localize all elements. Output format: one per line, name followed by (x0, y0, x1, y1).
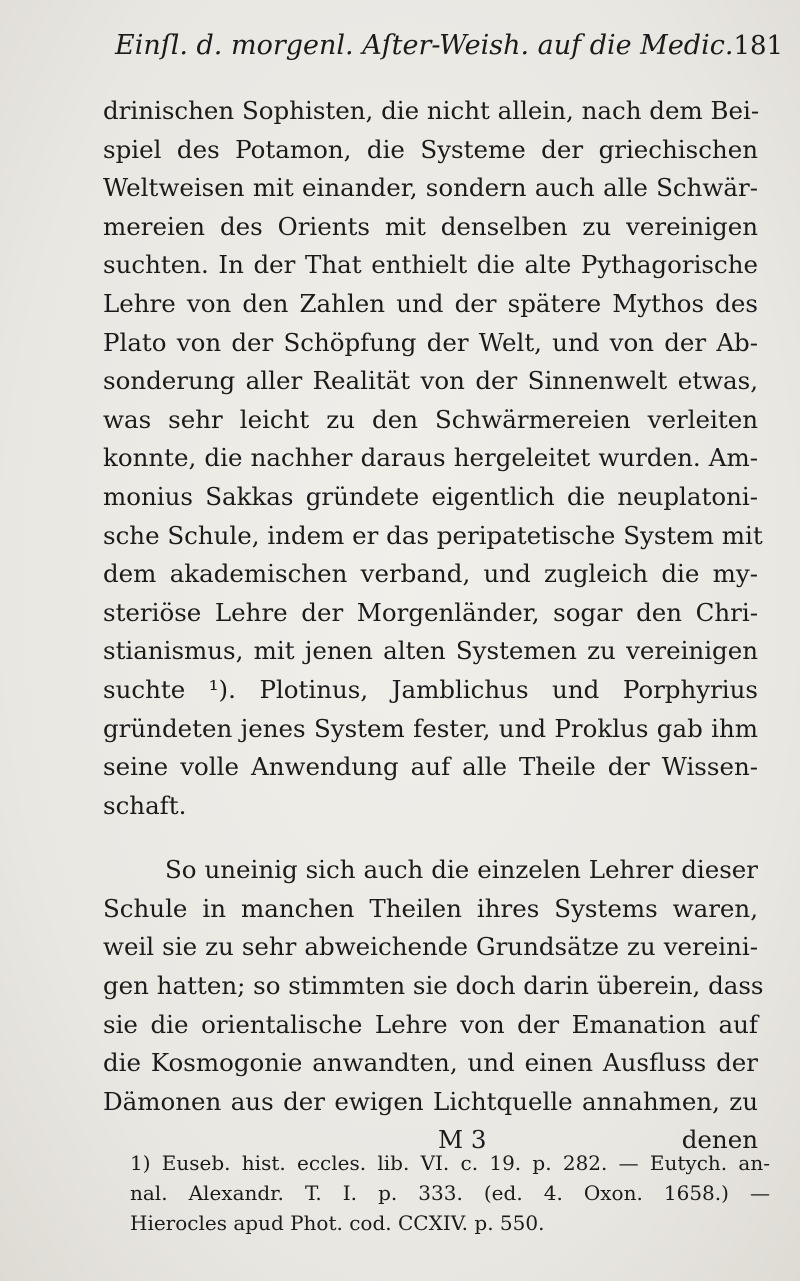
text-line: Weltweisen mit einander, sondern auch alle Schwär- (103, 173, 758, 203)
text-line: Dämonen aus der ewigen Lichtquelle annahmen, zu (103, 1086, 758, 1116)
text-line: mereien des Orients mit denselben zu vereinigen (103, 211, 758, 241)
paragraph-1 (103, 92, 763, 825)
text-line: steriöse Lehre der Morgenländer, sogar den Chri- (103, 597, 758, 627)
paragraph-2 (103, 851, 764, 1121)
text-line: was sehr leicht zu den Schwärmereien verleiten (103, 404, 758, 434)
text-line: gen hatten; so stimmten sie doch darin überein, dass (103, 971, 764, 1001)
text-line: drinischen Sophisten, die nicht allein, nach dem Bei- (103, 96, 760, 125)
text-line: seine volle Anwendung auf alle Theile der Wissen- (103, 752, 758, 782)
page-number: 181 (733, 31, 784, 61)
text-line: dem akademischen verband, und zugleich die my- (103, 559, 758, 589)
text-line: Schule in manchen Theilen ihres Systems waren, (103, 893, 758, 923)
text-line: So uneinig sich auch die einzelen Lehrer dieser (165, 855, 758, 885)
footnote-line: 1) Euseb. hist. eccles. lib. VI. c. 19. p. 282. — Eutych. an- (130, 1151, 770, 1175)
text-line: Lehre von den Zahlen und der spätere Mythos des (103, 288, 758, 318)
text-line: konnte, die nachher daraus hergeleitet wurden. Am- (103, 443, 758, 473)
text-line: sie die orientalische Lehre von der Emanation auf (103, 1009, 758, 1039)
running-header (115, 30, 784, 61)
signature-mark: M 3 (438, 1125, 487, 1155)
footnote-line: nal. Alexandr. T. I. p. 333. (ed. 4. Oxon. 1658.) — (130, 1181, 770, 1205)
text-line: gründeten jenes System fester, und Proklus gab ihm (103, 713, 758, 743)
text-line: stianismus, mit jenen alten Systemen zu vereinigen (103, 636, 758, 666)
text-line: die Kosmogonie anwandten, und einen Ausfluss der (103, 1048, 758, 1078)
catchword: denen (681, 1125, 758, 1155)
footnote-line: Hierocles apud Phot. cod. CCXIV. p. 550. (130, 1211, 545, 1235)
text-line: spiel des Potamon, die Systeme der griechischen (103, 134, 758, 164)
footnotes (130, 1148, 770, 1238)
body-text (103, 92, 764, 1160)
text-line: weil sie zu sehr abweichende Grundsätze zu vereini- (103, 932, 758, 962)
text-line: suchte ¹). Plotinus, Jamblichus und Porphyrius (103, 674, 758, 704)
text-line: sonderung aller Realität von der Sinnenwelt etwas, (103, 366, 758, 396)
text-line: sche Schule, indem er das peripatetische System mit (103, 520, 763, 550)
running-title: Einſl. d. morgenl. Aſter-Weish. auf die Medic. (115, 30, 734, 61)
text-line: schaft. (103, 790, 187, 820)
text-line: monius Sakkas gründete eigentlich die neuplatoni- (103, 481, 758, 511)
text-line: suchten. In der That enthielt die alte Pythagorische (103, 250, 758, 280)
text-line: Plato von der Schöpfung der Welt, und von der Ab- (103, 327, 758, 357)
